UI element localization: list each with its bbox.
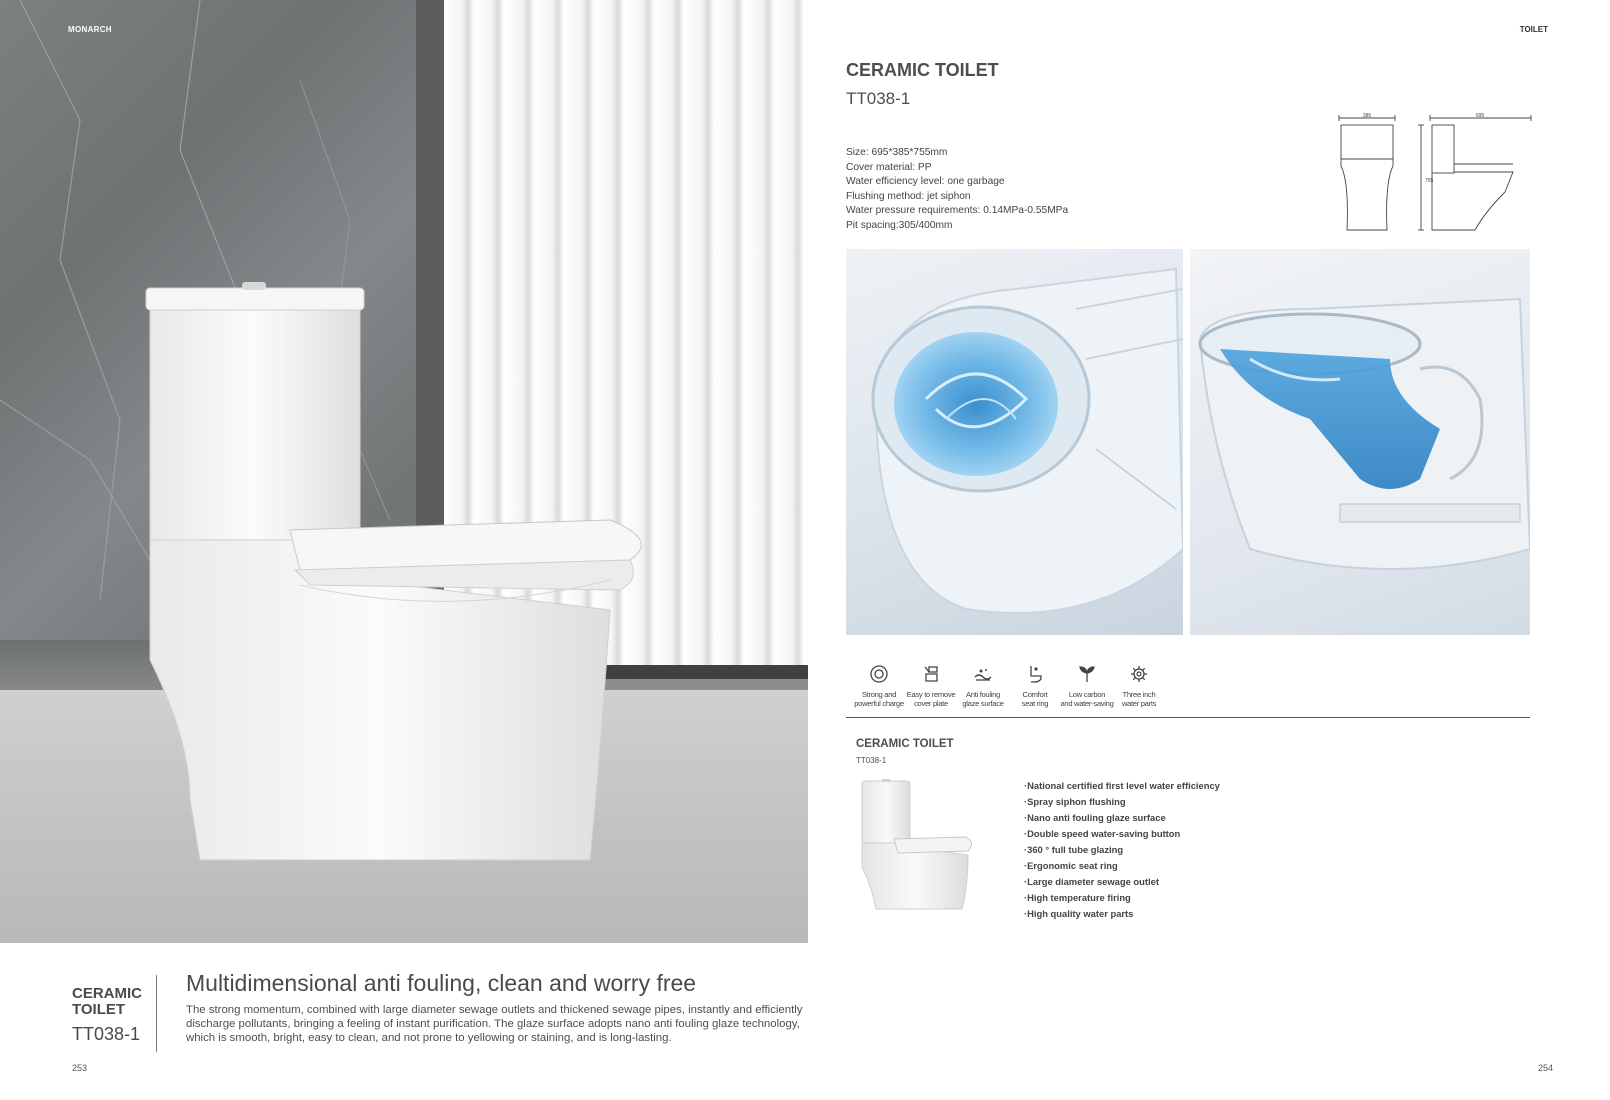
side-product-model: TT038-1 xyxy=(72,1024,141,1044)
icon-label-line: Low carbon xyxy=(1068,690,1106,699)
spec-list xyxy=(846,146,1068,234)
feature-icon-cell xyxy=(905,664,957,708)
feature-item: ·Spray siphon flushing xyxy=(1024,796,1126,807)
spec-item: Pit spacing:305/400mm xyxy=(846,219,953,231)
cover-plate-icon xyxy=(921,664,941,684)
icon-label-line: Three inch xyxy=(1122,690,1156,699)
feature-item: ·National certified first level water efficiency xyxy=(1024,780,1220,791)
spec-item: Water efficiency level: one garbage xyxy=(846,176,1005,188)
feature-icon-cell xyxy=(1061,664,1113,708)
feature-item: ·Ergonomic seat ring xyxy=(1024,860,1118,871)
brand-header: MONARCH xyxy=(68,25,112,34)
page-number-right: 254 xyxy=(1538,1063,1554,1073)
horizontal-divider xyxy=(846,717,1530,718)
icon-label-line: Strong and xyxy=(861,690,897,699)
vertical-divider xyxy=(156,975,157,1052)
toilet-thumbnail-image xyxy=(850,777,980,917)
feature-item: ·Large diameter sewage outlet xyxy=(1024,876,1159,887)
feature-icons-row xyxy=(853,664,1165,708)
dim-front-width: 385 xyxy=(1362,113,1372,119)
dim-height: 755 xyxy=(1425,178,1434,184)
icon-label-line: Anti fouling xyxy=(966,690,1000,699)
icon-label-line: cover plate xyxy=(914,699,948,708)
cutaway-side-view-photo xyxy=(1190,249,1530,635)
feature-item: ·Nano anti fouling glaze surface xyxy=(1024,812,1166,823)
subsection-model: TT038-1 xyxy=(856,756,887,765)
side-product-title: CERAMIC TOILET xyxy=(72,985,142,1018)
icon-label-line: powerful charge xyxy=(854,699,904,708)
section-header: TOILET xyxy=(1519,25,1548,34)
product-title: CERAMIC TOILET xyxy=(846,60,999,80)
feature-item: ·360 ° full tube glazing xyxy=(1024,844,1124,855)
icon-label-line: and water-saving xyxy=(1060,699,1114,708)
spec-item: Size: 695*385*755mm xyxy=(846,147,948,158)
cutaway-top-view-photo xyxy=(846,249,1183,635)
feature-icon-cell xyxy=(1113,664,1165,708)
feature-icon-cell xyxy=(1009,664,1061,708)
feature-list xyxy=(1024,778,1220,922)
spec-item: Water pressure requirements: 0.14MPa-0.55MPa xyxy=(846,205,1069,217)
product-model: TT038-1 xyxy=(846,89,911,108)
icon-label-line: seat ring xyxy=(1021,699,1049,708)
icon-label-line: Easy to remove xyxy=(906,690,956,699)
technical-drawing xyxy=(1335,112,1535,237)
glaze-icon xyxy=(973,664,993,684)
seat-icon xyxy=(1025,664,1045,684)
gear-icon xyxy=(1129,664,1149,684)
swirl-icon xyxy=(869,664,889,684)
spec-item: Cover material: PP xyxy=(846,161,932,173)
icon-label-line: water parts xyxy=(1121,699,1157,708)
icon-label-line: glaze surface xyxy=(962,699,1004,708)
feature-item: ·Double speed water-saving button xyxy=(1024,828,1181,839)
headline: Multidimensional anti fouling, clean and worry free xyxy=(186,970,697,996)
feature-item: ·High quality water parts xyxy=(1024,908,1134,919)
page-number-left: 253 xyxy=(72,1063,88,1073)
hero-photo xyxy=(0,0,808,943)
feature-icon-cell xyxy=(957,664,1009,708)
subsection-title: CERAMIC TOILET xyxy=(856,738,954,750)
toilet-product-image xyxy=(130,280,670,880)
icon-label-line: Comfort xyxy=(1022,690,1048,699)
spec-item: Flushing method: jet siphon xyxy=(846,190,971,202)
leaf-icon xyxy=(1077,664,1097,684)
dim-side-depth: 695 xyxy=(1475,113,1485,119)
feature-icon-cell xyxy=(853,664,905,708)
description-text: The strong momentum, combined with large diameter sewage outlets and thickened sewage pipes, instantly and efficiently discharge pollutants, bringing a feeling of instant purification. The glaze surface adopts nano anti fouling glaze technology, which is smooth, bright, easy to clean, and not prone to yellowing or staining, and is long-lasting. xyxy=(186,1004,803,1044)
feature-item: ·High temperature firing xyxy=(1024,892,1131,903)
